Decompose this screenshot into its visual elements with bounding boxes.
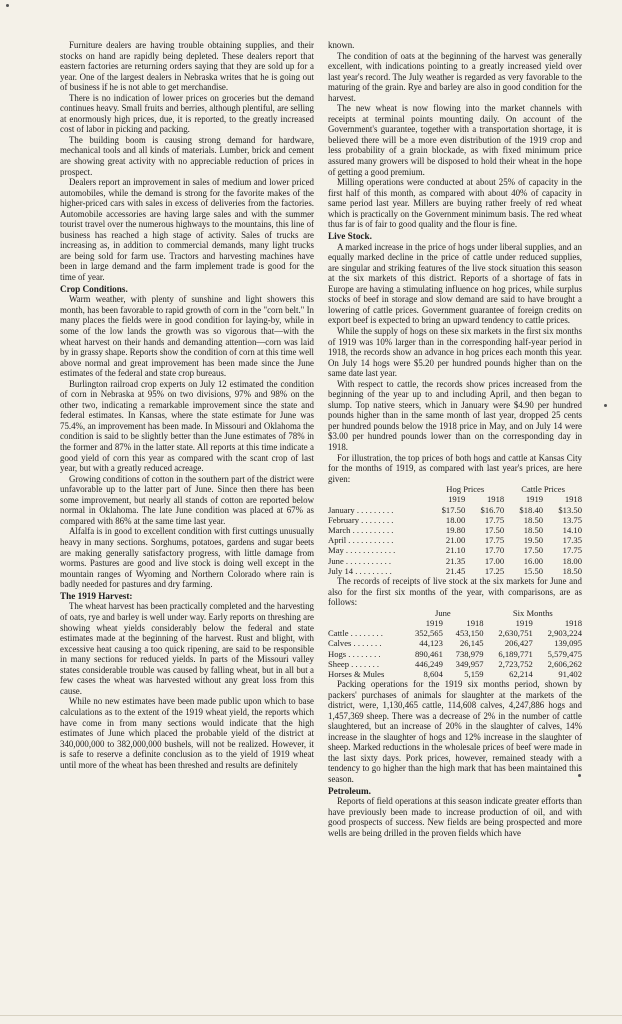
table-cell: 8,604 [423,668,443,679]
paragraph-wheat-harvest: The wheat harvest has been practically completed and the harvesting of oats, rye and barley is well under way. Early reports on threshing are showing wheat yields considerably below the federal and state estimates made at the beginning of the harvest. Rust and blight, with excessive heat causing a too quick ripening, are said to be responsible in many sections for reduced yields. In parts of the Missouri valley states considerable trouble was caused by falling wheat, but in all but a few cases the wheat was harvested without any great loss from this cause. [60,601,314,696]
table-cell: 15.50 [523,565,544,576]
table-cell: 139,095 [554,638,582,649]
heading-1919-harvest: The 1919 Harvest: [60,590,133,601]
table-row [328,515,582,525]
page-speck [578,774,581,777]
receipts-table [328,608,582,679]
row-label: Hogs . . . . . . . . [328,648,381,659]
row-label: Cattle . . . . . . . . [328,628,383,639]
table-cell: 16.00 [523,555,544,566]
page-speck [6,4,9,7]
table-cell: 19.50 [523,535,544,546]
table-cell: 5,159 [464,668,484,679]
table-cell: 206,427 [504,638,533,649]
paragraph-burlington: Burlington railroad crop experts on July 12 estimated the condition of corn in Nebraska at 95% on two divisions, 97% and 98% on the other two, indicating a remarkable improvement since the state and federal estimates. In Kansas, where the state estimate for June was 75.4%, an improvement has been made. In Missouri and Oklahoma the condition is said to be slightly better than the June estimates of 78% in the former and 87% in the latter state. All reports at this time indicate a good yield of corn this year as compared with the scant crop of last year, but with a greatly reduced acreage. [60,378,314,474]
table-cell: 17.00 [484,555,505,566]
six-months-header: Six Months [512,607,553,618]
receipts-table-year-header [328,618,582,628]
table-cell: 6,189,771 [498,648,533,659]
table-cell: 17.25 [484,565,505,576]
row-label: Horses & Mules [328,668,385,679]
table-cell: 21.10 [445,545,466,556]
table-cell: 91,402 [558,668,582,679]
row-label: July 14 . . . . . . . . . [328,565,392,576]
paragraph-estimates: While no new estimates have been made public upon which to base calculations as to the extent of the 1919 wheat yield, the reports which have come in from many sections would indicate that the high estimates of June which placed the probable yield of the district at 340,000,000 to 382,000,000 bushels, will not be realized. However, it is safe to reserve a definite conclusion as to the yield of 1919 wheat until more of the wheat has been threshed and results are definitely [60,696,314,770]
table-cell: $18.40 [519,504,544,515]
table-cell: 17.75 [484,535,505,546]
row-label: Sheep . . . . . . . [328,658,380,669]
heading-crop-conditions: Crop Conditions. [60,283,128,294]
row-label: March . . . . . . . . . . [328,525,394,536]
table-cell: 2,630,751 [498,628,533,639]
paragraph-new-wheat: The new wheat is now flowing into the market channels with receipts at terminal points mounting daily. On account of the Government's guarantee, together with a transportation shortage, it is believed there will be a more even distribution of the 1919 crop and less probability of a grain blockade, as with fixed minimum price assured many growers will be disposed to hold their wheat in the hope of getting a good premium. [328,103,582,177]
text-columns [60,40,596,839]
paragraph-petroleum: Reports of field operations at this season indicate greater efforts than have previously been made to increase production of oil, and with good prospects of success. New fields are being prospected and more wells are being drilled in the proven fields which have [328,796,582,839]
row-label: May . . . . . . . . . . . . [328,545,396,556]
year-header: 1918 [564,494,582,505]
table-row [328,628,582,638]
paragraph-corn: Warm weather, with plenty of sunshine and light showers this month, has been favorable to rapid growth of corn in the "corn belt." In many places the fields were in good condition for laying-by, while in some of the low lands the growth was so vigorous that—with the wheat harvest on their hands and demanding attention—corn was laid by in grassy shape. Reports show the condition of corn at this time well above normal and great improvement has been made since the June estimates of the federal and state crop bureaus. [60,294,314,379]
table-cell: 18.50 [523,525,544,536]
paragraph-packing: Packing operations for the 1919 six months period, shown by packers' purchases of animals for slaughter at the markets of the district, were, 1,130,465 cattle, 114,608 calves, 4,247,886 hogs and 1,457,369 sheep. There was a decrease of 2% in the number of cattle slaughtered, but an increase of 20% in the slaughter of calves, 14% increase in the slaughter of hogs and 12% increase in the slaughter of sheep. Marked reductions in the wholesale prices of beef were made in the last sixty days. Pork prices, however, remained steady with a tendency to go higher than the high mark that has been maintained this season. [328,679,582,785]
row-label: February . . . . . . . . [328,514,394,525]
bottom-rule [0,1015,622,1016]
table-row [328,649,582,659]
row-label: April . . . . . . . . . . . [328,535,394,546]
price-table [328,484,582,576]
table-cell: 17.70 [484,545,505,556]
table-cell: 738,979 [455,648,484,659]
row-label: Calves . . . . . . . [328,638,382,649]
table-cell: 18.50 [523,514,544,525]
table-row [328,566,582,576]
cattle-prices-header: Cattle Prices [521,484,565,495]
table-cell: 2,723,752 [498,658,533,669]
price-table-year-header [328,494,582,504]
table-row [328,505,582,515]
table-cell: 44,123 [419,638,443,649]
table-row [328,545,582,555]
year-header: 1919 [448,494,466,505]
table-cell: 17.50 [484,525,505,536]
paragraph-oats: The condition of oats at the beginning of the harvest was generally excellent, with indications pointing to a greatly increased yield over last year's record. The July weather is regarded as very favorable to the maturing of the grain. Rye and barley are also in good condition for the harvest. [328,50,582,103]
table-cell: 18.50 [562,565,582,576]
table-cell: $17.50 [441,504,466,515]
table-cell: 17.50 [523,545,544,556]
page-speck [604,404,607,407]
paragraph-automobiles: Dealers report an improvement in sales of medium and lower priced automobiles, while the demand is strong for the favorite makes of the higher-priced cars with sales in excess of deliveries from the factories. Automobile accessories are having large sales and with the summer tourist travel over the numerous highways to the mountains, this line of business has reached a high stage of activity. Sales of trucks are increasing as, in addition to commercial demands, many light trucks are being sold for farm use. Tractors and harvesting machines have been in large demand and the farm implement trade is good for the time of year. [60,177,314,283]
table-cell: 19.80 [445,525,466,536]
table-row [328,525,582,535]
price-table-group-header [328,484,582,494]
receipts-table-group-header [328,608,582,618]
table-row [328,638,582,648]
hog-prices-header: Hog Prices [446,484,485,495]
table-cell: 21.00 [445,535,466,546]
row-label: January . . . . . . . . . [328,504,394,515]
heading-live-stock: Live Stock. [328,230,372,241]
year-header: 1918 [466,617,484,628]
heading-petroleum: Petroleum. [328,785,371,796]
table-cell: 17.75 [562,545,582,556]
paragraph-building: The building boom is causing strong demand for hardware, mechanical tools and all kinds of materials. Lumber, brick and cement are showing great activity with no appreciable reduction of prices in prospect. [60,134,314,177]
paragraph-alfalfa: Alfalfa is in good to excellent condition with first cuttings unusually heavy in many sections. Sorghums, potatoes, gardens and sugar beets are making generally satisfactory progress, with little damage from worms. Pastures are good and live stock is doing well except in the mountain ranges of Wyoming and Northern Colorado where rain is badly needed for pastures and dry farming. [60,526,314,590]
table-cell: $16.70 [480,504,505,515]
year-header: 1919 [425,617,443,628]
table-cell: $13.50 [558,504,582,515]
table-cell: 2,606,262 [547,658,582,669]
table-cell: 17.35 [562,535,582,546]
paragraph-hog-cattle-prices: A marked increase in the price of hogs under liberal supplies, and an equally marked decline in the price of cattle under reduced supplies, are singular and striking features of the live stock situation this season at the six markets of this district. Reports of a shortage of fats in Europe are having a stimulating influence on hog prices, while surplus stocks of beef in storage and slow demand are said to have brought a lowering of cattle prices. Government guarantee of foreign credits on export beef is expected to bring an upward tendency to cattle prices. [328,241,582,326]
year-header: 1918 [564,617,582,628]
table-cell: 446,249 [414,658,443,669]
paragraph-illustration: For illustration, the top prices of both hogs and cattle at Kansas City for the months of 1919, as compared with last year's prices, are here given: [328,452,582,484]
paragraph-cotton: Growing conditions of cotton in the southern part of the district were unfavorable up to the latter part of June. Since then there has been some improvement, but nearly all stands of cotton are reported below normal in Oklahoma. The late June condition was placed at 67% as compared with 86% at the same time last year. [60,473,314,526]
table-cell: 17.75 [484,514,505,525]
table-cell: 352,565 [414,628,443,639]
june-header: June [434,607,451,618]
row-label: June . . . . . . . . . . . [328,555,392,566]
paragraph-known: known. [328,40,355,50]
paragraph-furniture: Furniture dealers are having trouble obtaining supplies, and their stocks on hand are rapidly being depleted. These dealers report that eastern factories are returning orders saying that they are sold up for a year. One of the largest dealers in Nebraska writes that he is going out of business if he is not able to get merchandise. [60,40,314,93]
table-cell: 18.00 [562,555,582,566]
paragraph-receipts-intro: The records of receipts of live stock at the six markets for June and also for the first six months of the year, with comparisons, are as follows: [328,576,582,608]
table-cell: 5,579,475 [547,648,582,659]
table-cell: 62,214 [509,668,533,679]
table-row [328,669,582,679]
table-cell: 2,903,224 [547,628,582,639]
table-cell: 13.75 [562,514,582,525]
table-cell: 26,145 [459,638,484,649]
table-cell: 349,957 [455,658,484,669]
left-column [60,40,314,839]
paragraph-groceries: There is no indication of lower prices on groceries but the demand continues heavy. Small fruits and berries, although plentiful, are selling at enormously high prices, due, it is reported, to the greatly increased cost of labor in picking and packing. [60,92,314,135]
table-cell: 14.10 [562,525,582,536]
table-cell: 18.00 [445,514,466,525]
table-row [328,659,582,669]
year-header: 1919 [525,494,544,505]
year-header: 1918 [486,494,505,505]
year-header: 1919 [515,617,533,628]
paragraph-cattle-records: With respect to cattle, the records show prices increased from the beginning of the year up to and including April, and then began to slump. Top native steers, which in January were $4.90 per hundred pounds higher than in the same month of last year, dropped 25 cents per hundred pounds below the 1918 price in May, and on July 14 were $3.00 per hundred pounds lower than on the corresponding day in 1918. [328,378,582,453]
right-column [328,40,582,839]
table-cell: 21.35 [445,555,466,566]
paragraph-milling: Milling operations were conducted at about 25% of capacity in the first half of this month, as compared with about 40% of capacity in same period last year. Millers are buying rather freely of red wheat which is practically on the Government minimum basis. The red wheat thus far is of fair to good quality and the flour is fine. [328,177,582,230]
table-cell: 453,150 [455,628,484,639]
table-row [328,535,582,545]
table-row [328,556,582,566]
table-cell: 890,461 [414,648,443,659]
paragraph-hog-supply: While the supply of hogs on these six markets in the first six months of 1919 was 10% larger than in the corresponding half-year period in 1918, the records show an advance in hog prices each month this year. On July 14 hogs were $5.20 per hundred pounds higher than on the same date last year. [328,326,582,379]
table-cell: 21.45 [445,565,466,576]
